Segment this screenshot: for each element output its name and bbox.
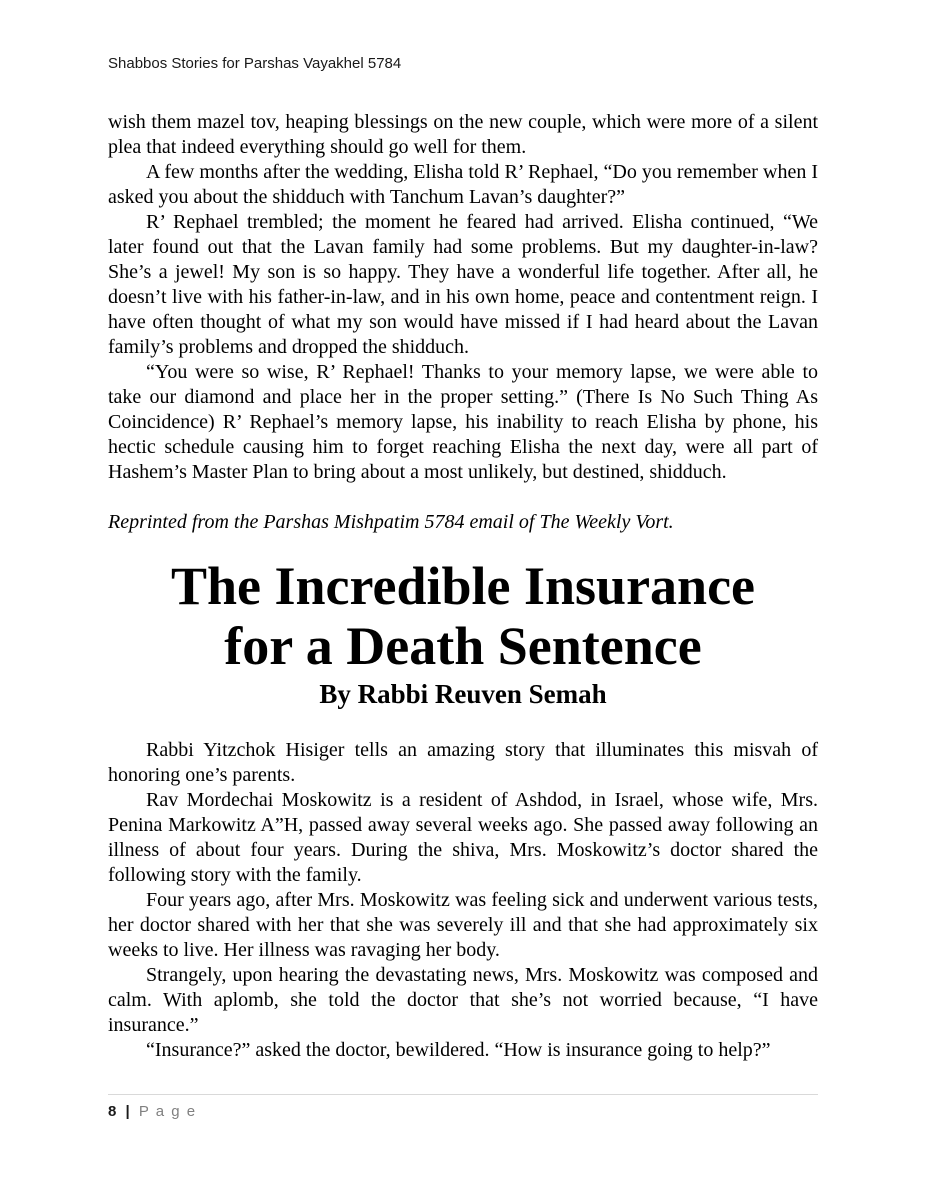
story-body: [108, 738, 818, 1063]
paragraph: “You were so wise, R’ Rephael! Thanks to your memory lapse, we were able to take our diamond and place her in the proper setting.” (There Is No Such Thing As Coincidence) R’ Rephael’s memory lapse, his inability to reach Elisha by phone, his hectic schedule causing him to forget reaching Elisha the next day, were all part of Hashem’s Master Plan to bring about a most unlikely, but destined, shidduch.: [108, 361, 818, 483]
footer-page-label: P a g e: [138, 1103, 197, 1120]
paragraph: Four years ago, after Mrs. Moskowitz was feeling sick and underwent various tests, her doctor shared with her that she was severely ill and that she had approximately six weeks to live. Her illness was ravaging her body.: [108, 889, 818, 961]
insurance-story-section: [108, 556, 818, 1063]
paragraph: wish them mazel tov, heaping blessings on the new couple, which were more of a silent plea that indeed everything should go well for them.: [108, 111, 818, 158]
paragraph: Rabbi Yitzchok Hisiger tells an amazing story that illuminates this misvah of honoring one’s parents.: [108, 739, 818, 786]
document-content: [108, 110, 818, 1063]
footer-separator: |: [125, 1103, 130, 1120]
article-continuation-section: [108, 110, 818, 535]
paragraph: Rav Mordechai Moskowitz is a resident of Ashdod, in Israel, whose wife, Mrs. Penina Markowitz A”H, passed away several weeks ago. She passed away following an illness of about four years. During the shiva, Mrs. Moskowitz’s doctor shared the following story with the family.: [108, 789, 818, 886]
attribution-line: Reprinted from the Parshas Mishpatim 5784 email of The Weekly Vort.: [108, 511, 674, 533]
header-title: Shabbos Stories for Parshas Vayakhel 5784: [108, 55, 402, 72]
paragraph: A few months after the wedding, Elisha told R’ Rephael, “Do you remember when I asked you about the shidduch with Tanchum Lavan’s daughter?”: [108, 161, 818, 208]
paragraph: R’ Rephael trembled; the moment he feared had arrived. Elisha continued, “We later found out that the Lavan family had some problems. But my daughter-in-law? She’s a jewel! My son is so happy. They have a wonderful life together. After all, he doesn’t live with his father-in-law, and in his own home, peace and contentment reign. I have often thought of what my son would have missed if I had heard about the Lavan family’s problems and dropped the shidduch.: [108, 211, 818, 358]
story-title: [108, 556, 818, 676]
footer-page-number: 8: [108, 1103, 117, 1120]
story-byline: By Rabbi Reuven Semah: [319, 679, 607, 709]
story-title-line-1: The Incredible Insurance: [170, 556, 756, 616]
paragraph: Strangely, upon hearing the devastating news, Mrs. Moskowitz was composed and calm. With aplomb, she told the doctor that she’s not worried because, “I have insurance.”: [108, 964, 818, 1036]
page-header: [108, 55, 401, 72]
paragraph: “Insurance?” asked the doctor, bewildered. “How is insurance going to help?”: [146, 1039, 771, 1061]
story-title-line-2: for a Death Sentence: [224, 616, 702, 676]
page-footer: [108, 1094, 818, 1120]
